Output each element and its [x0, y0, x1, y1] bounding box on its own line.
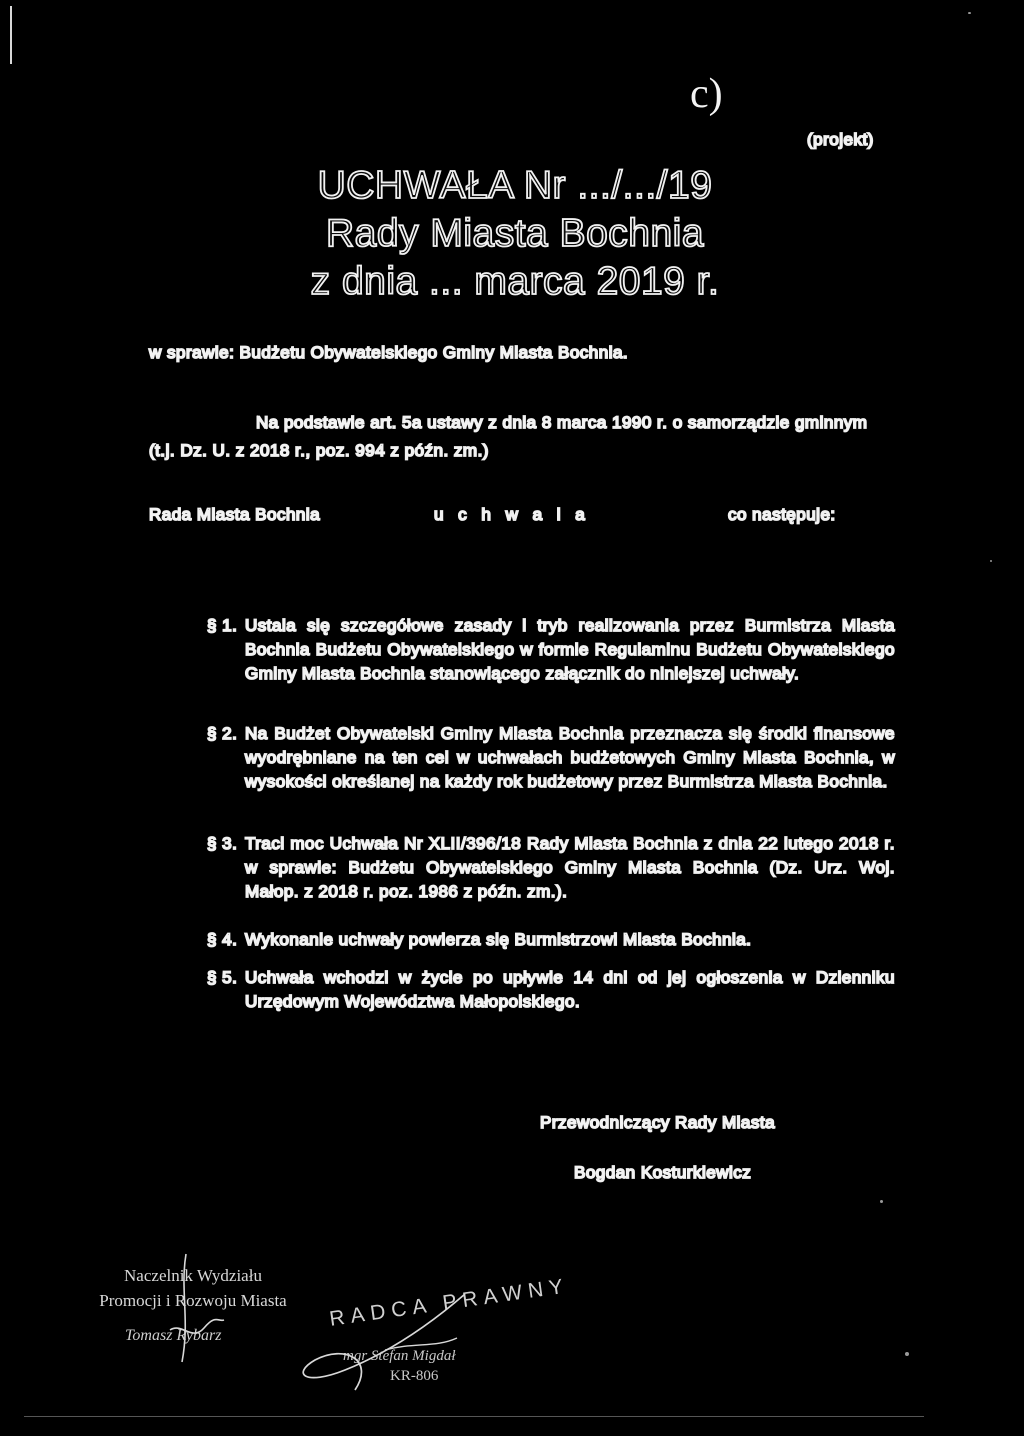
legal-basis [149, 409, 897, 465]
paragraph-text: Na Budżet Obywatelski Gminy Miasta Bochnia przeznacza się środki finansowe wyodrębniane na ten cel w uchwałach budżetowych Gminy Miasta Bochnia, w wysokości określanej na każdy rok budżetowy przez Burmistrza Miasta Bochnia. [245, 724, 895, 791]
paragraph-number: § 2. [207, 724, 238, 743]
paragraph-text: Ustala się szczegółowe zasady i tryb realizowania przez Burmistrza Miasta Bochnia Budżetu Obywatelskiego w formie Regulaminu Budżetu Obywatelskiego Gminy Miasta Bochnia stanowiącego załącznik do niniejszej uchwały. [245, 616, 895, 683]
title-line-3: z dnia ... marca 2019 r. [310, 260, 720, 303]
scan-speck [905, 1352, 909, 1356]
as-follows: co następuje: [728, 505, 836, 524]
department-stamp-line-2: Promocji i Rozwoju Miasta [99, 1291, 287, 1310]
paragraph-text: Uchwała wchodzi w życie po upływie 14 dni od jej ogłoszenia w Dzienniku Urzędowym Województwa Małopolskiego. [245, 968, 895, 1011]
paragraph-number: § 1. [207, 616, 238, 635]
title-line-1: UCHWAŁA Nr .../.../19 [317, 164, 713, 207]
paragraph-number: § 5. [207, 968, 238, 987]
title-line-2: Rady Miasta Bochnia [325, 212, 705, 255]
handwritten-signature-left [160, 1250, 230, 1370]
scan-edge-line [10, 6, 12, 64]
legal-counsel-name: mgr Stefan Migdał [343, 1348, 456, 1364]
paragraph-text: Wykonanie uchwały powierza się Burmistrzowi Miasta Bochnia. [245, 930, 752, 949]
paragraph-1 [207, 614, 895, 686]
department-signer: Tomasz Rybarz [125, 1327, 222, 1344]
scan-bottom-line [24, 1416, 924, 1417]
paragraph-text: Traci moc Uchwała Nr XLII/396/18 Rady Miasta Bochnia z dnia 22 lutego 2018 r. w sprawie: Budżetu Obywatelskiego Gminy Miasta Bochnia (Dz. Urz. Woj. Małop. z 2018 r. poz. 1986 z późn. zm.). [245, 834, 895, 901]
scan-speck [880, 1200, 883, 1203]
paragraph-4 [207, 928, 895, 952]
council-name: Rada Miasta Bochnia [149, 505, 321, 524]
scan-speck [990, 560, 992, 562]
legal-basis-line-2: (t.j. Dz. U. z 2018 r., poz. 994 z późn. zm.) [149, 441, 489, 460]
handwritten-signature-right [285, 1290, 475, 1400]
scan-speck [968, 12, 971, 14]
paragraph-5 [207, 966, 895, 1014]
paragraph-number: § 3. [207, 834, 238, 853]
department-stamp-line-1: Naczelnik Wydziału [124, 1266, 262, 1285]
signature-name: Bogdan Kosturkiewicz [574, 1163, 752, 1182]
paragraph-3 [207, 832, 895, 904]
draft-label: (projekt) [807, 130, 874, 149]
signature-title: Przewodniczący Rady Miasta [540, 1113, 776, 1132]
legal-counsel-stamp-title: RADCA PRAWNY [328, 1274, 571, 1331]
legal-basis-line-1: Na podstawie art. 5a ustawy z dnia 8 marca 1990 r. o samorządzie gminnym [256, 413, 868, 432]
paragraph-number: § 4. [207, 930, 238, 949]
subject-line: w sprawie: Budżetu Obywatelskiego Gminy Miasta Bochnia. [149, 343, 629, 362]
paragraph-2 [207, 722, 895, 794]
resolution-title [300, 162, 730, 306]
handwritten-mark: c) [690, 71, 723, 117]
resolves-word: u c h w a l a [434, 505, 590, 524]
legal-counsel-code: KR-806 [390, 1368, 439, 1384]
